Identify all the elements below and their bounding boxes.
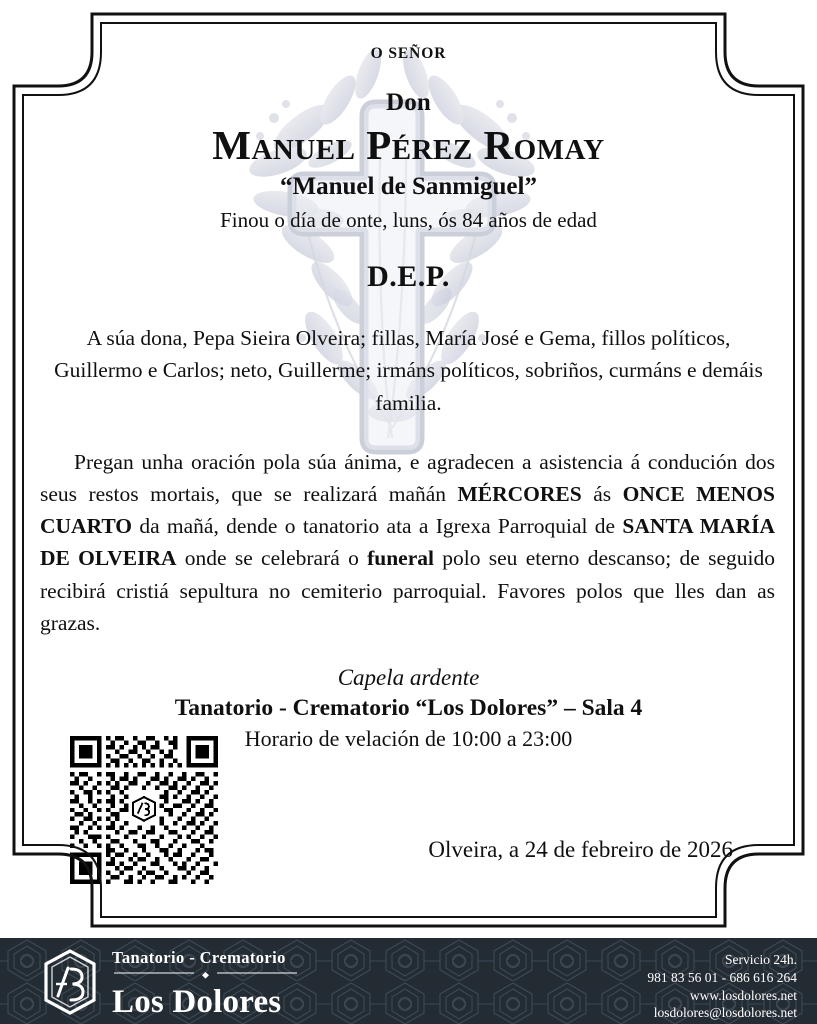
wake-label: Capela ardente bbox=[337, 665, 480, 691]
deceased-alias: “Manuel de Sanmiguel” bbox=[280, 172, 537, 200]
brand-name: Los Dolores bbox=[112, 983, 282, 1020]
announcement-part-4: onde se celebrará o bbox=[176, 546, 368, 571]
church-name: SANTA MARÍA DE OLVEIRA bbox=[40, 514, 775, 571]
rip-abbreviation: D.E.P. bbox=[367, 259, 450, 293]
wake-venue: Tanatorio - Crematorio “Los Dolores” – Sala 4 bbox=[174, 695, 643, 722]
email-address[interactable]: losdolores@losdolores.net bbox=[653, 1005, 797, 1021]
footer-contact bbox=[647, 951, 797, 1022]
qr-code[interactable] bbox=[64, 736, 224, 884]
announcement-part-5: polo seu eterno descanso; de seguido recibirá cristiá sepultura no cemiterio parroquial. Favores polos que lles dan as grazas. bbox=[40, 546, 775, 635]
announcement-part-1: Pregan unha oración pola súa ánima, e agradecen a asistencia á condución dos seus restos mortais, que se realizará mañán bbox=[40, 449, 775, 506]
place-and-date: Olveira, a 24 de febreiro de 2026 bbox=[428, 837, 733, 862]
qr-center-logo bbox=[133, 797, 155, 821]
death-details: Finou o día de onte, luns, ós 84 años de edad bbox=[220, 207, 597, 232]
phone-numbers[interactable]: 981 83 56 01 - 686 616 264 bbox=[647, 969, 797, 985]
footer-brand bbox=[112, 950, 299, 1019]
deceased-name: Manuel Pérez Romay bbox=[212, 122, 605, 168]
procession-day: MÉRCORES bbox=[457, 481, 582, 506]
service-type: funeral bbox=[367, 546, 434, 571]
footer-banner bbox=[0, 938, 817, 1024]
procession-time: ONCE MENOS CUARTO bbox=[40, 481, 775, 539]
wake-hours: Horario de velación de 10:00 a 23:00 bbox=[244, 726, 573, 752]
family-members: A súa dona, Pepa Sieira Olveira; fillas, María José e Gema, fillos políticos, Guillermo e Carlos; neto, Guillerme; irmáns políticos, sobriños, curmáns e demáis familia. bbox=[54, 325, 763, 415]
honorific-upper: O SEÑOR bbox=[370, 45, 447, 62]
brand-kicker: Tanatorio - Crematorio bbox=[112, 948, 286, 967]
qr-and-date-row bbox=[38, 726, 779, 901]
title-don: Don bbox=[385, 89, 432, 116]
service-hours: Servicio 24h. bbox=[725, 952, 797, 967]
brand-divider-ornament bbox=[112, 971, 299, 980]
announcement-paragraph bbox=[38, 446, 779, 640]
announcement-part-3: da mañá, dende o tanatorio ata a Igrexa Parroquial de bbox=[132, 514, 623, 539]
notice-content bbox=[38, 0, 779, 752]
company-logo-icon bbox=[34, 948, 106, 1016]
announcement-part-2: ás bbox=[581, 481, 623, 506]
website-url[interactable]: www.losdolores.net bbox=[689, 987, 797, 1003]
